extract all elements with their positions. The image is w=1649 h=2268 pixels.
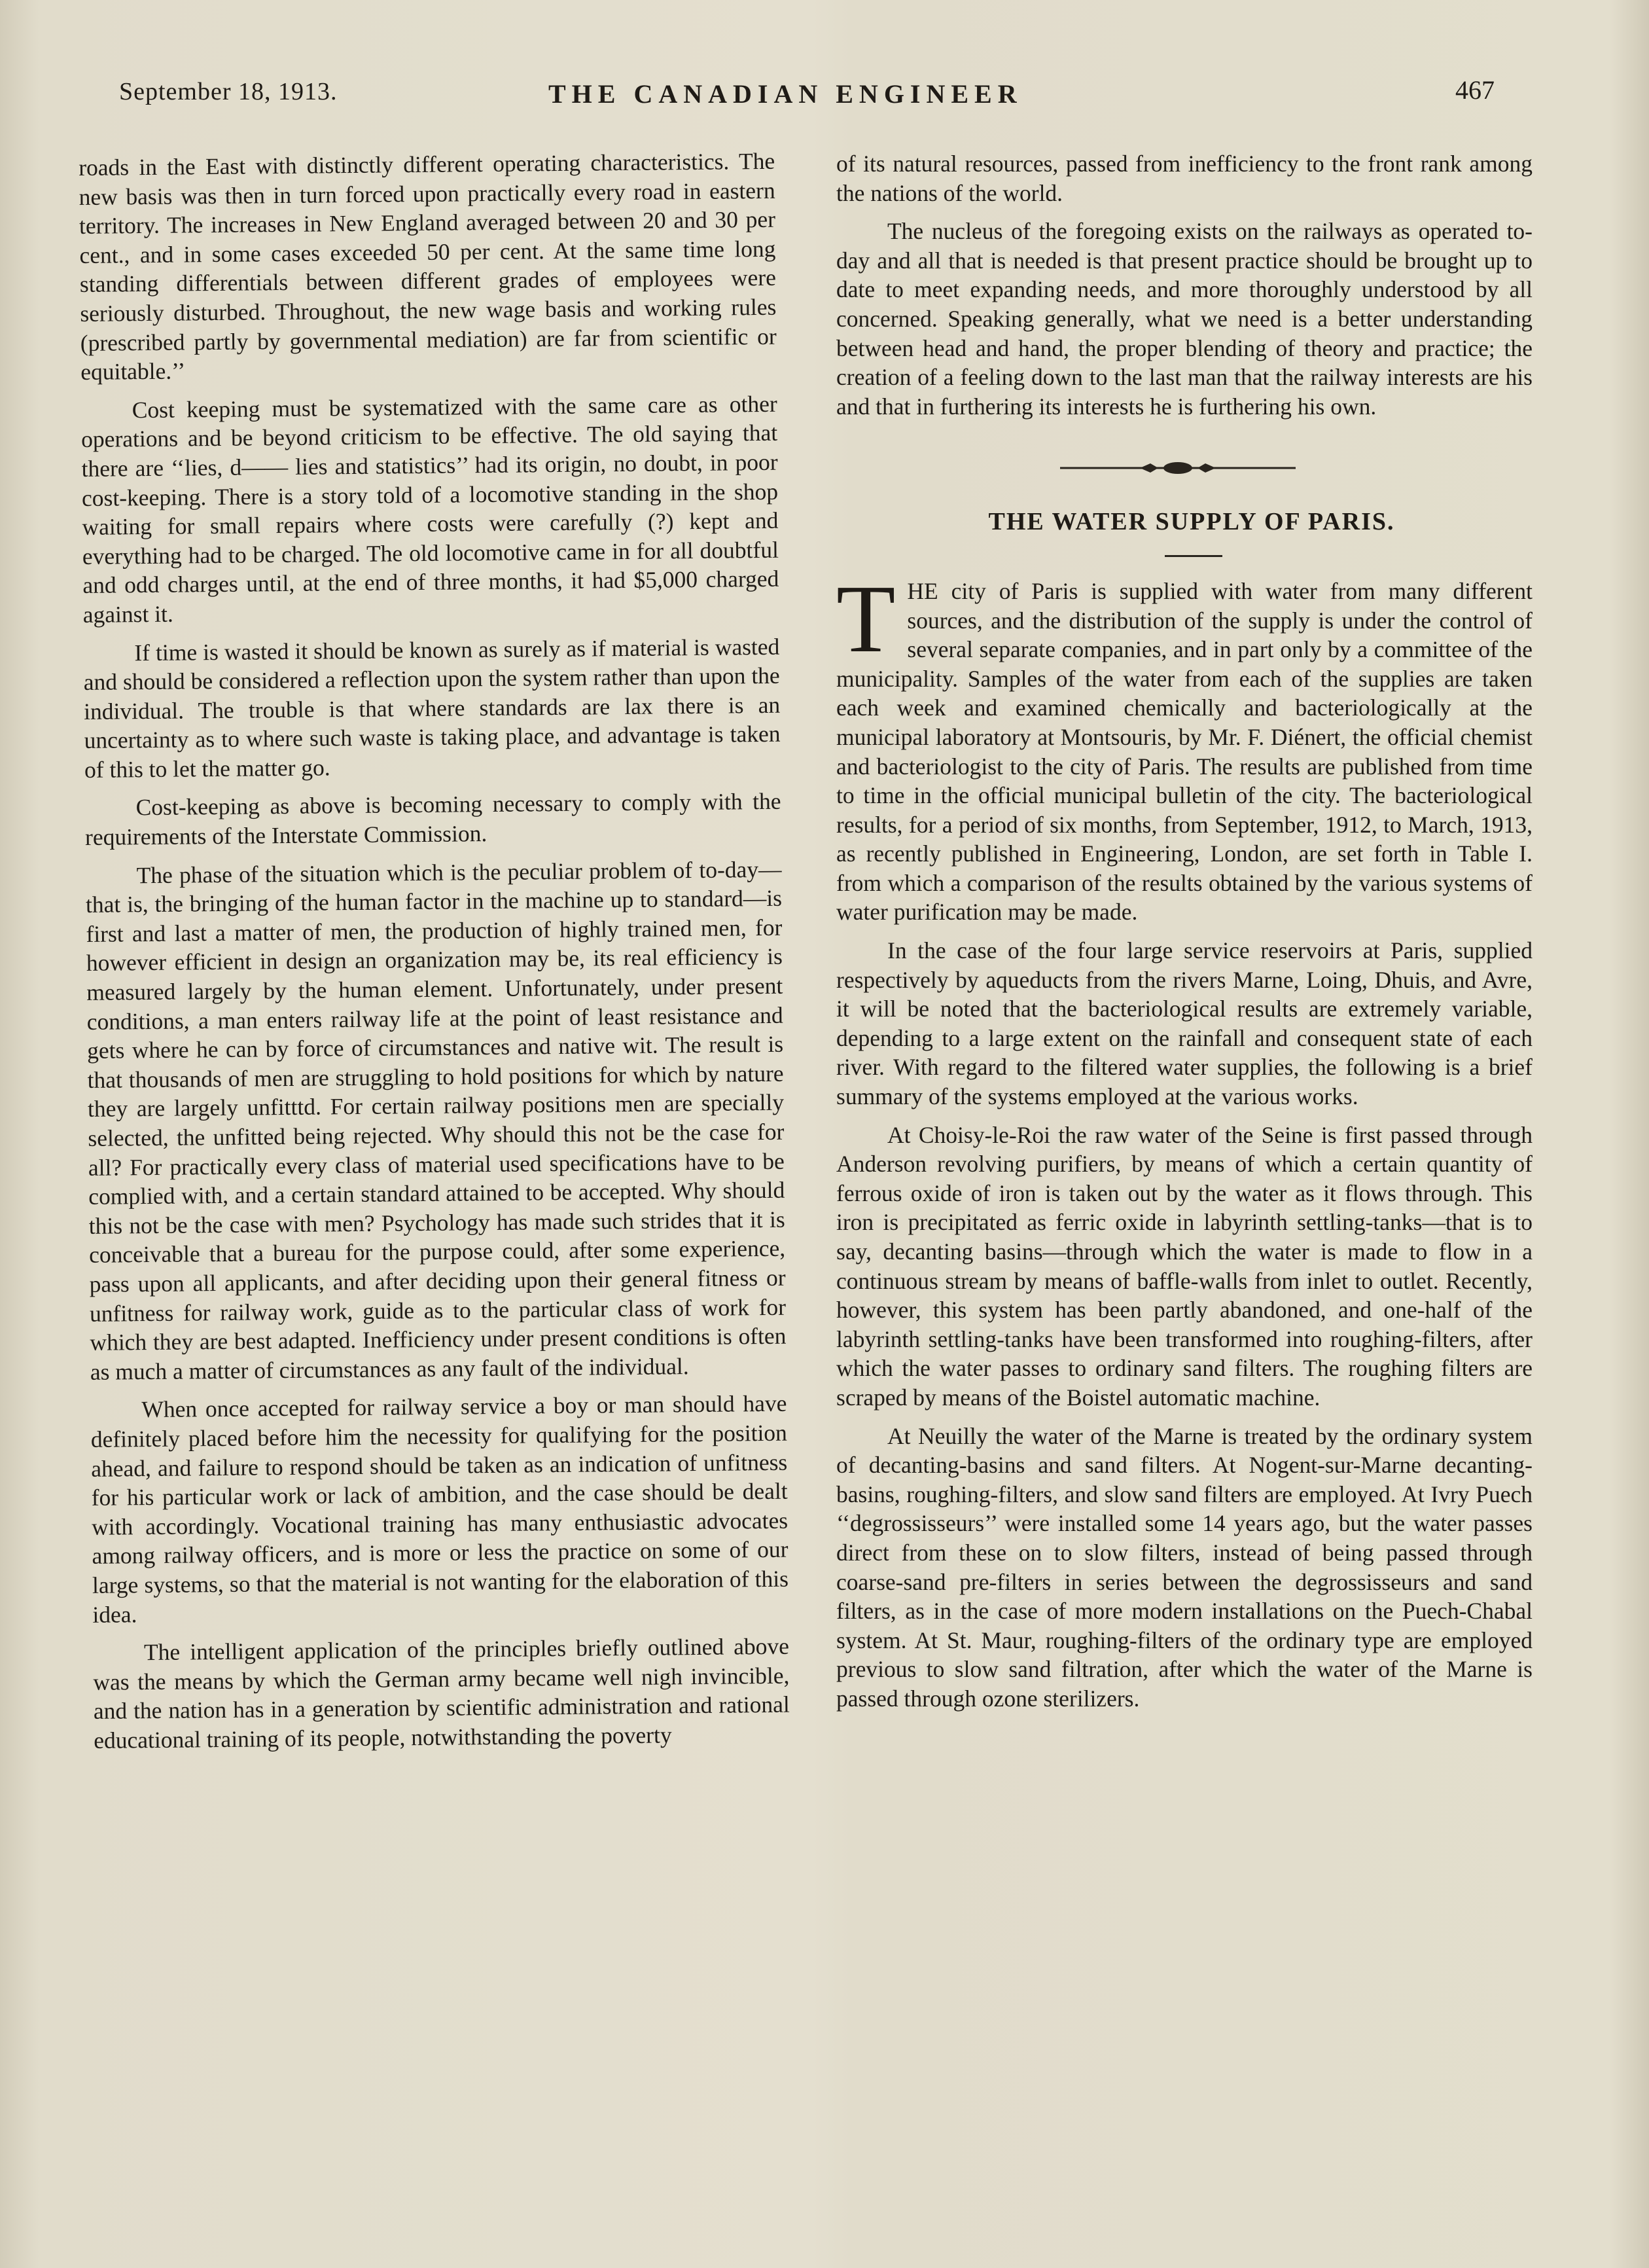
left-paragraph: roads in the East with distinctly different operating characteristics. The new basis was then in turn forced upon practically every road in eastern territory. The increases in New England averaged between 20 and 30 per cent., and in some cases exceeded 50 per cent. At the same time long standing differentials between different grades of employees were seriously disturbed. Throughout, the new wage basis and working rules (prescribed partly by governmental mediation) are far from scientific or equitable.’’ — [79, 147, 777, 386]
section-title: THE WATER SUPPLY OF PARIS. — [988, 508, 1395, 536]
dropcap-paragraph — [836, 565, 1533, 927]
page-number: 467 — [1455, 75, 1495, 105]
right-paragraph: of its natural resources, passed from inefficiency to the front rank among the nations of the world. — [836, 151, 1533, 206]
right-paragraph: At Choisy-le-Roi the raw water of the Seine is first passed through Anderson revolving purifiers, by means of which a certain quantity of ferrous oxide of iron is taken out by the water as it flows through. This iron is precipitated as ferric oxide in labyrinth settling-tanks—that is to say, decanting basins—through which the water is made to flow in a continuous stream by means of baffle-walls from inlet to outlet. Recently, however, this system has been partly abandoned, and one-half of the labyrinth settling-tanks have been transformed into roughing-filters, after which the water passes to ordinary sand filters. The roughing filters are scraped by means of the Boistel automatic machine. — [836, 1121, 1533, 1411]
left-paragraph: Cost keeping must be systematized with the same care as other operations and be beyond criticism to be effective. The old saying that there are ‘‘lies, d—— lies and statistics’’ had its origin, no doubt, in poor cost-keeping. There is a story told of a locomotive standing in the shop waiting for small repairs where costs were carefully (?) kept and everything had to be charged. The old locomotive came in for all doubtful and odd charges until, at the end of three months, it had $5,000 charged against it. — [81, 390, 779, 628]
section-divider-ornament — [1060, 455, 1296, 481]
header-date: September 18, 1913. — [119, 78, 338, 105]
right-paragraph: The nucleus of the foregoing exists on the railways as operated to-day and all that is needed is that present practice should be brought up to date to meet expanding needs, and more thoroughly understood by all concerned. Speaking generally, what we need is a better understanding between head and hand, the proper blending of theory and practice; the creation of a feeling down to the last man that the railway interests are his and that in furthering its interests he is furthering his own. — [836, 218, 1533, 420]
running-header — [0, 77, 1649, 123]
right-column — [836, 149, 1533, 1723]
dropcap-letter: T — [836, 565, 896, 673]
right-paragraph: At Neuilly the water of the Marne is treated by the ordinary system of decanting-basins and sand filters. At Nogent-sur-Marne decanting-basins, roughing-filters, and slow sand filters are employed. At Ivry Puech ‘‘degrossisseurs’’ were installed some 14 years ago, but the water passes direct from these on to slow filters, instead of being passed through coarse-sand pre-filters in series between the degrossisseurs and sand filters, as in the case of more modern installations on the Puech-Chabal system. At St. Maur, roughing-filters of the ordinary type are employed previous to slow sand filtration, after which the water of the Marne is passed through ozone sterilizers. — [836, 1422, 1533, 1712]
left-paragraph: If time is wasted it should be known as surely as if material is wasted and should be considered a reflection upon the system rather than upon the individual. The trouble is that where standards are lax there is an uncertainty as to where such waste is taking place, and advantage is taken of this to let the matter go. — [83, 633, 781, 783]
title-rule — [1165, 555, 1222, 557]
left-paragraph: When once accepted for railway service a boy or man should have definitely placed before him the necessity for qualifying for the position ahead, and failure to respond should be taken as an indication of unfitness for his particular work or lack of ambition, and the case should be dealt with accordingly. Vocational training has many enthusiastic advocates among railway officers, and is more or less the practice on some of our large systems, so that the material is not wanting for the elaboration of this idea. — [90, 1390, 789, 1628]
left-paragraph: The phase of the situation which is the peculiar problem of to-day—that is, the bringing of the human factor in the machine up to standard—is first and last a matter of men, the production of highly trained men, for however efficient in design an organization may be, its real efficiency is measured largely by the human element. Unfortunately, under present conditions, a man enters railway life at the point of least resistance and gets where he can by force of circumstances and native wit. The result is that thousands of men are struggling to hold positions for which by nature they are largely unfitttd. For certain railway positions men are specially selected, the unfitted being rejected. Why should this not be the case for all? For practically every class of material used specifications have to be complied with, and a certain standard attained to be accepted. Why should this not be the case with men? Psychology has made such strides that it is conceivable that a bureau for the purpose could, after some experience, pass upon all applicants, and after deciding upon their general fitness or unfitness for railway work, guide as to the particular class of work for which they are best adapted. Inefficiency under present conditions is often as much a matter of circumstances as any fault of the individual. — [85, 855, 787, 1385]
right-paragraph: In the case of the four large service reservoirs at Paris, supplied respectively by aqueducts from the rivers Marne, Loing, Dhuis, and Avre, it will be noted that the bacteriological results are extremely variable, depending to a large extent on the rainfall and consequent state of each river. With regard to the filtered water supplies, the following is a brief summary of the systems employed at the various works. — [836, 937, 1533, 1110]
journal-title: THE CANADIAN ENGINEER — [548, 79, 1023, 109]
dropcap-paragraph-text: HE city of Paris is supplied with water from many different sources, and the distribution of the supply is under the control of several separate companies, and in part only by a committee of the municipality. Samples of the water from each of the supplies are taken each week and examined chemically and bacteriologically at the municipal laboratory at Montsouris, by Mr. F. Diénert, the official chemist and bacteriologist to the city of Paris. The results are published from time to time in the official municipal bulletin of the city. The bacteriological results, for a period of six months, from September, 1912, to March, 1913, as recently published in Engineering, London, are set forth in Table I. from which a comparison of the results obtained by the various systems of water purification may be made. — [836, 577, 1533, 926]
left-paragraph: The intelligent application of the principles briefly outlined above was the means by which the German army became well nigh invincible, and the nation has in a generation by scientific administration and rational educational training of its people, notwithstanding the poverty — [93, 1632, 790, 1754]
left-paragraph: Cost-keeping as above is becoming necessary to comply with the requirements of the Interstate Commission. — [84, 788, 781, 851]
left-column — [79, 147, 790, 1765]
